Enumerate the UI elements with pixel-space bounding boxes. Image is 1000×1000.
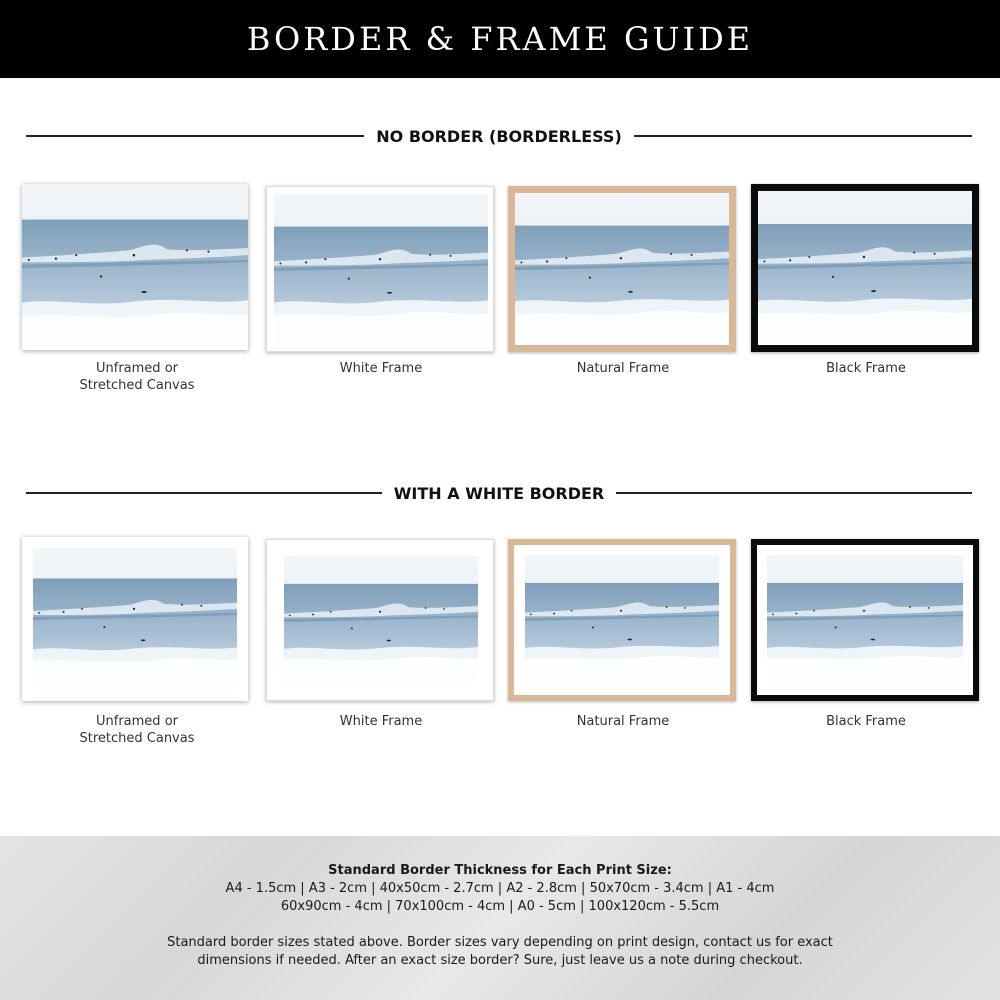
canvas-frame — [22, 537, 248, 701]
natural-frame — [508, 186, 736, 352]
note-line: dimensions if needed. After an exact size border? Sure, just leave us a note during checkout. — [197, 953, 803, 968]
surf-photo — [22, 184, 248, 350]
borderless-row — [0, 182, 1000, 412]
caption-line: Natural Frame — [576, 361, 670, 376]
surf-photo — [767, 555, 963, 685]
surf-photo — [274, 194, 488, 346]
caption — [266, 360, 496, 377]
surf-photo — [33, 548, 237, 690]
section-header-borderless — [26, 124, 972, 148]
black-frame — [751, 184, 979, 352]
divider-line — [634, 135, 972, 137]
footer-note — [0, 934, 1000, 970]
caption — [508, 360, 738, 377]
white-frame — [266, 186, 494, 352]
section-title: WITH A WHITE BORDER — [393, 483, 605, 503]
caption — [751, 713, 981, 730]
caption-line: Unframed or — [96, 714, 178, 729]
guide-title: BORDER & FRAME GUIDE — [246, 20, 754, 58]
surf-photo — [758, 191, 972, 345]
caption — [22, 360, 252, 394]
white-border-row — [0, 535, 1000, 765]
surf-photo — [284, 556, 478, 686]
surf-photo — [525, 555, 719, 685]
caption — [266, 713, 496, 730]
caption-line: Unframed or — [96, 361, 178, 376]
caption-line: Stretched Canvas — [79, 378, 195, 393]
natural-frame — [508, 539, 736, 701]
sizes-line: A4 - 1.5cm | A3 - 2cm | 40x50cm - 2.7cm | A2 - 2.8cm | 50x70cm - 3.4cm | A1 - 4cm — [225, 881, 775, 896]
section-header-white-border — [26, 481, 972, 505]
note-line: Standard border sizes stated above. Border sizes vary depending on print design, contact us for exact — [167, 935, 833, 950]
caption-line: White Frame — [339, 714, 423, 729]
black-frame — [751, 539, 979, 701]
white-frame — [266, 539, 494, 701]
caption — [22, 713, 252, 747]
caption-line: Black Frame — [826, 714, 906, 729]
divider-line — [26, 492, 382, 494]
border-thickness-footer — [0, 836, 1000, 1000]
caption-line: Natural Frame — [576, 714, 670, 729]
canvas-frame — [22, 184, 248, 350]
sizes-line: 60x90cm - 4cm | 70x100cm - 4cm | A0 - 5cm | 100x120cm - 5.5cm — [280, 899, 720, 914]
divider-line — [616, 492, 972, 494]
divider-line — [26, 135, 364, 137]
caption — [508, 713, 738, 730]
caption-line: Black Frame — [826, 361, 906, 376]
guide-banner — [0, 0, 1000, 78]
footer-title: Standard Border Thickness for Each Print Size: — [328, 863, 672, 878]
caption-line: White Frame — [339, 361, 423, 376]
section-title: NO BORDER (BORDERLESS) — [376, 126, 622, 146]
caption-line: Stretched Canvas — [79, 731, 195, 746]
caption — [751, 360, 981, 377]
surf-photo — [515, 193, 729, 345]
